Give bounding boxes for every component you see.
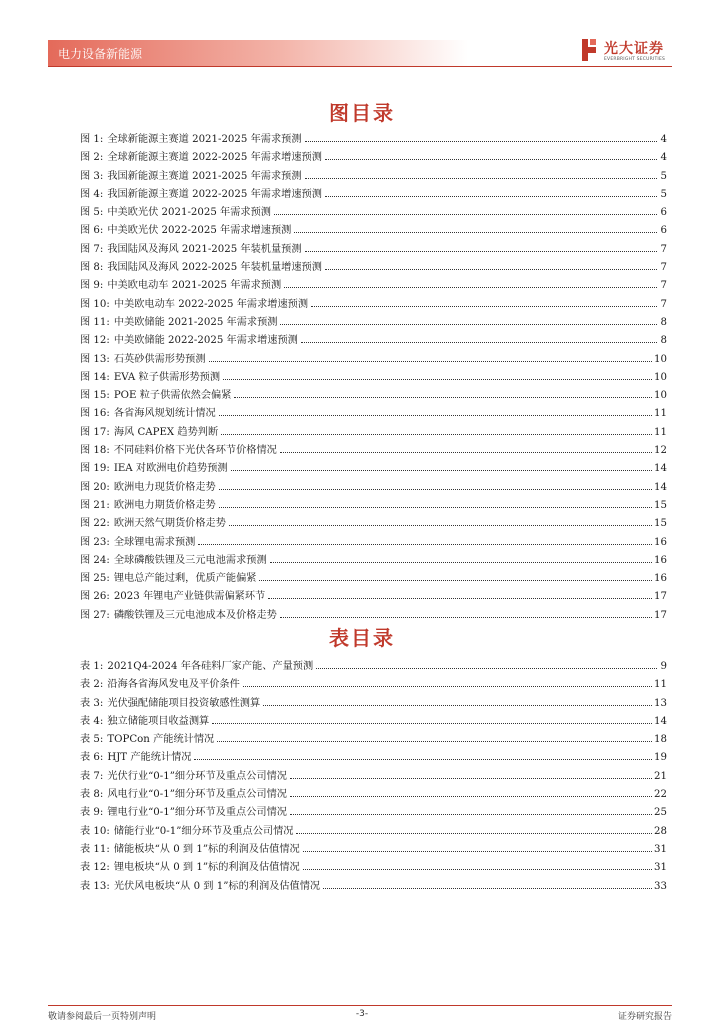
entry-title: 中美欧电动车 2021-2025 年需求预测 <box>107 280 282 292</box>
toc-entry[interactable] <box>80 131 667 149</box>
entry-page: 6 <box>660 225 667 237</box>
entry-label: 图 13: <box>80 353 110 365</box>
entry-label: 图 9: <box>80 280 104 292</box>
entry-page: 21 <box>654 770 667 782</box>
entry-title: 光伏行业“0-1”细分环节及重点公司情况 <box>107 770 287 782</box>
dot-leader <box>303 850 652 852</box>
dot-leader <box>303 868 652 870</box>
toc-entry[interactable] <box>80 241 667 259</box>
dot-leader <box>270 561 652 563</box>
entry-label: 表 6: <box>80 752 104 764</box>
entry-label: 表 10: <box>80 825 110 837</box>
entry-page: 15 <box>654 499 667 511</box>
toc-entry[interactable] <box>80 442 667 460</box>
toc-entry[interactable] <box>80 479 667 497</box>
dot-leader <box>219 414 652 416</box>
dot-leader <box>231 469 652 471</box>
entry-label: 图 16: <box>80 408 110 420</box>
entry-label: 图 27: <box>80 609 110 621</box>
entry-title: 磷酸铁锂及三元电池成本及价格走势 <box>113 609 277 621</box>
toc-entry[interactable] <box>80 713 667 731</box>
entry-page: 17 <box>654 591 667 603</box>
dot-leader <box>194 758 652 760</box>
dot-leader <box>268 597 652 599</box>
brand-logo-icon <box>580 38 598 62</box>
toc-entry[interactable] <box>80 497 667 515</box>
entry-page: 4 <box>660 134 667 145</box>
entry-page: 19 <box>654 752 667 764</box>
toc-entry[interactable] <box>80 405 667 423</box>
toc-entry[interactable] <box>80 841 667 859</box>
dot-leader <box>243 685 652 687</box>
dot-leader <box>221 433 652 435</box>
entry-page: 25 <box>654 807 667 819</box>
entry-title: 中美欧电动车 2022-2025 年需求增速预测 <box>113 298 309 310</box>
entry-title: 锂电板块“从 0 到 1”标的利润及估值情况 <box>113 862 300 874</box>
entry-label: 表 12: <box>80 862 110 874</box>
toc-entry[interactable] <box>80 277 667 295</box>
entry-label: 表 13: <box>80 880 110 892</box>
toc-entry[interactable] <box>80 804 667 822</box>
toc-entry[interactable] <box>80 731 667 749</box>
entry-page: 11 <box>654 408 667 420</box>
dot-leader <box>209 360 653 362</box>
toc-entry[interactable] <box>80 786 667 804</box>
entry-label: 图 18: <box>80 445 110 457</box>
entry-label: 图 12: <box>80 335 110 347</box>
toc-entry[interactable] <box>80 460 667 478</box>
dot-leader <box>305 177 657 179</box>
dot-leader <box>325 195 657 197</box>
entry-page: 6 <box>660 207 667 219</box>
toc-entry[interactable] <box>80 314 667 332</box>
dot-leader <box>263 704 652 706</box>
toc-entry[interactable] <box>80 823 667 841</box>
dot-leader <box>284 286 657 288</box>
footer-divider <box>48 1005 672 1006</box>
entry-page: 16 <box>654 536 667 548</box>
entry-page: 22 <box>654 789 667 801</box>
entry-label: 表 3: <box>80 697 104 709</box>
entry-label: 表 2: <box>80 679 104 691</box>
entry-title: 光伏风电板块“从 0 到 1”标的利润及估值情况 <box>113 880 321 892</box>
dot-leader <box>280 451 652 453</box>
entry-title: 海风 CAPEX 趋势判断 <box>113 426 219 438</box>
entry-title: 欧洲天然气期货价格走势 <box>113 518 226 530</box>
entry-label: 图 10: <box>80 298 110 310</box>
dot-leader <box>219 506 652 508</box>
entry-label: 图 7: <box>80 243 104 255</box>
entry-label: 表 8: <box>80 789 104 801</box>
toc-entry[interactable] <box>80 186 667 204</box>
entry-title: 全球磷酸铁锂及三元电池需求预测 <box>113 554 267 566</box>
entry-title: 不同硅料价格下光伏各环节价格情况 <box>113 445 277 457</box>
entry-label: 图 23: <box>80 536 110 548</box>
entry-label: 图 15: <box>80 390 110 402</box>
dot-leader <box>234 396 652 398</box>
header-divider <box>48 66 672 67</box>
footer-doc-type: 证券研究报告 <box>617 1012 672 1022</box>
entry-page: 8 <box>660 335 667 347</box>
dot-leader <box>323 887 652 889</box>
toc-entry[interactable] <box>80 222 667 240</box>
entry-page: 13 <box>654 697 667 709</box>
entry-title: 各省海风规划统计情况 <box>113 408 216 420</box>
entry-label: 图 19: <box>80 463 110 475</box>
entry-label: 图 14: <box>80 371 110 383</box>
dot-leader <box>198 543 652 545</box>
toc-entry[interactable] <box>80 387 667 405</box>
toc-entry[interactable] <box>80 768 667 786</box>
dot-leader <box>316 667 657 669</box>
entry-label: 表 4: <box>80 715 104 727</box>
entry-label: 图 6: <box>80 225 104 237</box>
dot-leader <box>325 268 657 270</box>
entry-title: 2023 年锂电产业链供需偏紧环节 <box>113 591 266 603</box>
entry-title: EVA 粒子供需形势预测 <box>113 371 221 383</box>
dot-leader <box>301 341 657 343</box>
dot-leader <box>325 158 657 160</box>
entry-label: 图 22: <box>80 518 110 530</box>
toc-entry[interactable] <box>80 332 667 350</box>
entry-page: 14 <box>654 715 667 727</box>
entry-title: TOPCon 产能统计情况 <box>107 734 215 746</box>
toc-entry[interactable] <box>80 552 667 570</box>
dot-leader <box>305 250 657 252</box>
entry-title: POE 粒子供需依然会偏紧 <box>113 390 232 402</box>
entry-label: 图 11: <box>80 316 110 328</box>
toc-entry[interactable] <box>80 588 667 606</box>
toc-entry[interactable] <box>80 168 667 186</box>
toc-entry[interactable] <box>80 204 667 222</box>
entry-label: 图 17: <box>80 426 110 438</box>
entry-title: HJT 产能统计情况 <box>107 752 192 764</box>
entry-label: 图 8: <box>80 262 104 274</box>
entry-title: 全球新能源主赛道 2022-2025 年需求增速预测 <box>107 152 322 164</box>
entry-page: 8 <box>660 316 667 328</box>
dot-leader <box>229 524 652 526</box>
dot-leader <box>223 378 652 380</box>
dot-leader <box>290 813 652 815</box>
entry-label: 表 5: <box>80 734 104 746</box>
dot-leader <box>217 740 652 742</box>
entry-page: 7 <box>660 298 667 310</box>
toc-entry[interactable] <box>80 878 667 896</box>
toc-entry[interactable] <box>80 695 667 713</box>
entry-page: 9 <box>660 661 667 672</box>
entry-page: 15 <box>654 518 667 530</box>
footer-disclaimer: 敬请参阅最后一页特别声明 <box>48 1012 157 1022</box>
entry-title: 独立储能项目收益测算 <box>107 715 210 727</box>
entry-page: 16 <box>654 573 667 585</box>
entry-page: 12 <box>654 445 667 457</box>
entry-title: 我国新能源主赛道 2022-2025 年需求增速预测 <box>107 188 322 200</box>
entry-page: 14 <box>654 481 667 493</box>
entry-page: 4 <box>660 152 667 164</box>
entry-page: 31 <box>654 843 667 855</box>
figure-list <box>80 131 667 625</box>
entry-label: 图 4: <box>80 188 104 200</box>
entry-label: 图 1: <box>80 134 104 145</box>
dot-leader <box>311 305 657 307</box>
entry-page: 10 <box>654 371 667 383</box>
entry-label: 表 1: <box>80 661 104 672</box>
entry-title: 全球新能源主赛道 2021-2025 年需求预测 <box>107 134 302 145</box>
entry-page: 33 <box>654 880 667 892</box>
toc-entry[interactable] <box>80 570 667 588</box>
entry-page: 7 <box>660 262 667 274</box>
entry-page: 31 <box>654 862 667 874</box>
section-label: 电力设备新能源 <box>58 47 143 61</box>
brand-name: 光大证券 <box>604 41 664 57</box>
entry-title: 风电行业“0-1”细分环节及重点公司情况 <box>107 789 287 801</box>
entry-page: 7 <box>660 280 667 292</box>
entry-title: 欧洲电力期货价格走势 <box>113 499 216 511</box>
brand-subtitle: EVERBRIGHT SECURITIES <box>604 57 666 62</box>
entry-page: 7 <box>660 243 667 255</box>
toc-entry[interactable] <box>80 149 667 167</box>
entry-title: 中美欧储能 2022-2025 年需求增速预测 <box>113 335 298 347</box>
toc-entry[interactable] <box>80 859 667 877</box>
table-list <box>80 658 667 896</box>
entry-title: 全球锂电需求预测 <box>113 536 196 548</box>
entry-title: 储能板块“从 0 到 1”标的利润及估值情况 <box>113 843 300 855</box>
entry-label: 表 11: <box>80 843 110 855</box>
toc-entry[interactable] <box>80 351 667 369</box>
entry-label: 图 24: <box>80 554 110 566</box>
toc-entry[interactable] <box>80 424 667 442</box>
entry-page: 10 <box>654 390 667 402</box>
entry-label: 图 5: <box>80 207 104 219</box>
dot-leader <box>296 832 652 834</box>
entry-title: 我国新能源主赛道 2021-2025 年需求预测 <box>107 170 302 182</box>
toc-entry[interactable] <box>80 515 667 533</box>
figure-list-title: 图目录 <box>329 101 395 125</box>
toc-entry[interactable] <box>80 369 667 387</box>
entry-label: 表 9: <box>80 807 104 819</box>
entry-title: 我国陆风及海风 2022-2025 年装机量增速预测 <box>107 262 322 274</box>
dot-leader <box>294 231 657 233</box>
toc-entry[interactable] <box>80 676 667 694</box>
entry-page: 18 <box>654 734 667 746</box>
entry-label: 图 21: <box>80 499 110 511</box>
dot-leader <box>219 488 652 490</box>
entry-page: 5 <box>660 170 667 182</box>
brand-logo <box>580 38 680 66</box>
dot-leader <box>274 213 657 215</box>
entry-title: 中美欧光伏 2021-2025 年需求预测 <box>107 207 271 219</box>
entry-page: 14 <box>654 463 667 475</box>
entry-title: 石英砂供需形势预测 <box>113 353 206 365</box>
entry-title: 光伏强配储能项目投资敏感性测算 <box>107 697 261 709</box>
entry-title: 中美欧储能 2021-2025 年需求预测 <box>113 316 278 328</box>
page-number: -3- <box>355 1009 369 1019</box>
dot-leader <box>212 722 652 724</box>
entry-label: 图 26: <box>80 591 110 603</box>
entry-page: 11 <box>654 679 667 691</box>
dot-leader <box>290 777 652 779</box>
entry-page: 10 <box>654 353 667 365</box>
entry-page: 16 <box>654 554 667 566</box>
entry-title: 欧洲电力现货价格走势 <box>113 481 216 493</box>
entry-page: 11 <box>654 426 667 438</box>
entry-title: IEA 对欧洲电价趋势预测 <box>113 463 228 475</box>
toc-entry[interactable] <box>80 749 667 767</box>
toc-entry[interactable] <box>80 296 667 314</box>
toc-entry[interactable] <box>80 259 667 277</box>
dot-leader <box>305 140 657 142</box>
entry-label: 图 20: <box>80 481 110 493</box>
entry-title: 锂电总产能过剩，优质产能偏紧 <box>113 573 257 585</box>
table-list-title: 表目录 <box>329 626 395 650</box>
entry-title: 我国陆风及海风 2021-2025 年装机量预测 <box>107 243 302 255</box>
entry-page: 17 <box>654 609 667 621</box>
dot-leader <box>259 579 652 581</box>
entry-page: 5 <box>660 188 667 200</box>
entry-label: 图 2: <box>80 152 104 164</box>
toc-entry[interactable] <box>80 534 667 552</box>
entry-title: 储能行业“0-1”细分环节及重点公司情况 <box>113 825 294 837</box>
entry-title: 沿海各省海风发电及平价条件 <box>107 679 240 691</box>
entry-title: 锂电行业“0-1”细分环节及重点公司情况 <box>107 807 287 819</box>
entry-label: 表 7: <box>80 770 104 782</box>
toc-entry[interactable] <box>80 658 667 676</box>
dot-leader <box>290 795 652 797</box>
entry-title: 中美欧光伏 2022-2025 年需求增速预测 <box>107 225 292 237</box>
dot-leader <box>280 616 652 618</box>
entry-page: 28 <box>654 825 667 837</box>
entry-label: 图 3: <box>80 170 104 182</box>
entry-label: 图 25: <box>80 573 110 585</box>
entry-title: 2021Q4-2024 年各硅料厂家产能、产量预测 <box>107 661 314 672</box>
dot-leader <box>280 323 657 325</box>
